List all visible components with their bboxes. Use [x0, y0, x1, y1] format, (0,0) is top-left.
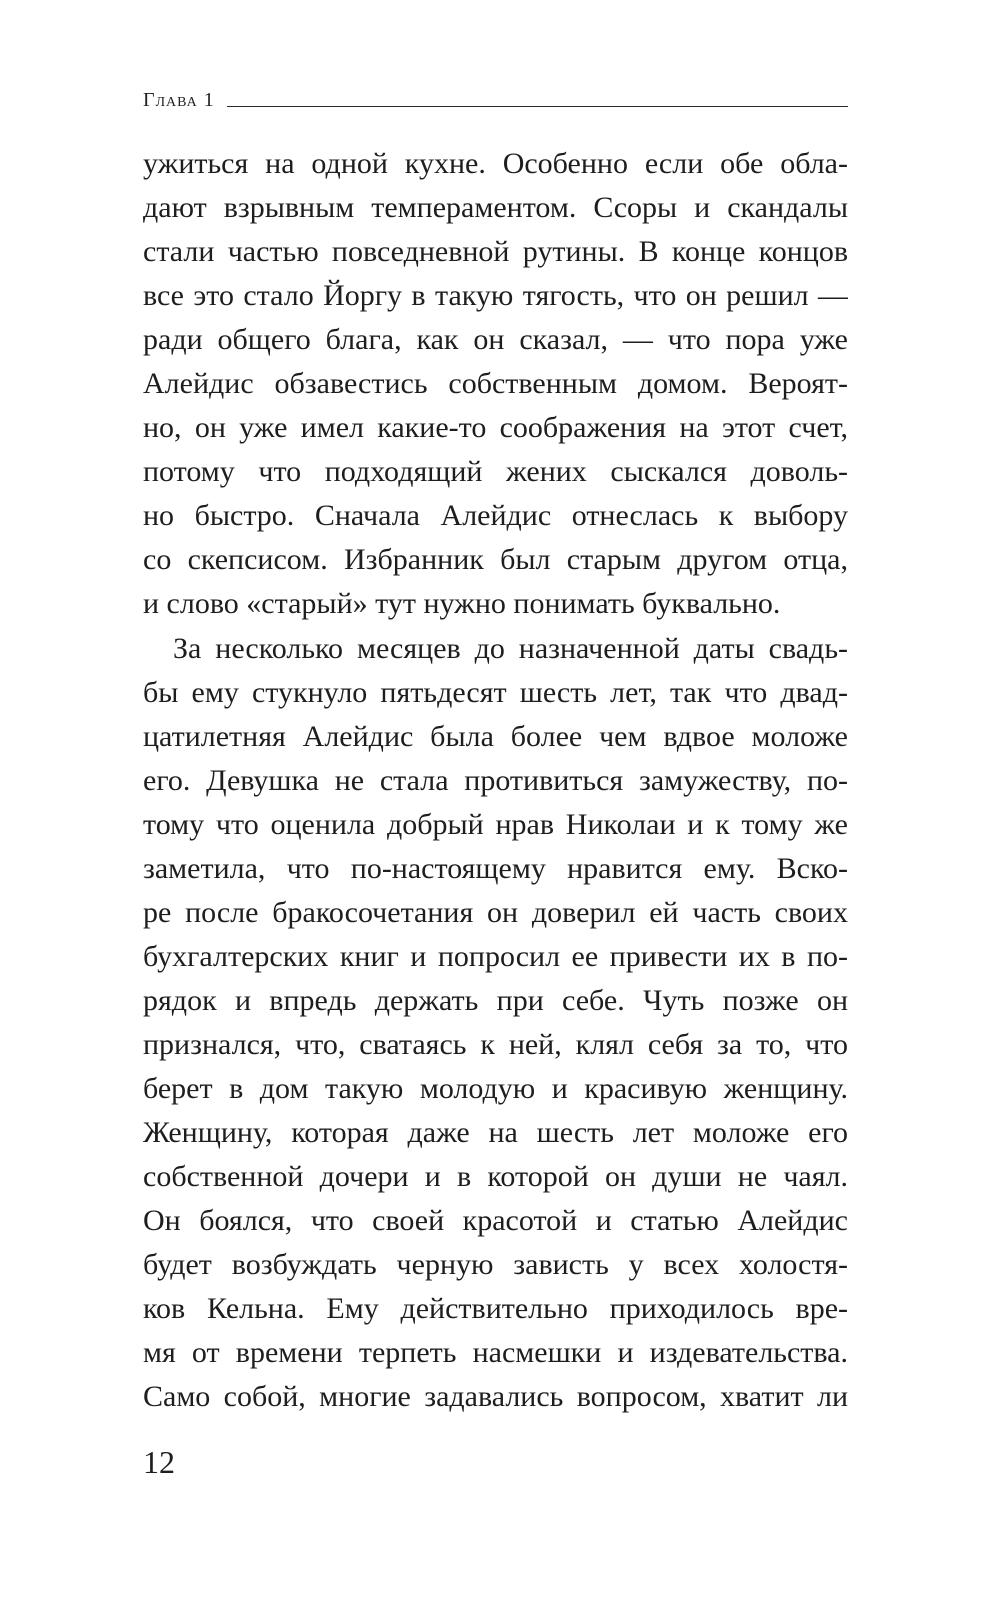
text-line: потому что подходящий жених сыскался доволь-: [143, 455, 848, 489]
text-line: ужиться на одной кухне. Особенно если обе обла-: [143, 147, 848, 180]
text-line: цатилетняя Алейдис была более чем вдвое моложе: [143, 719, 848, 753]
text-line: тому что оценила добрый нрав Николаи и к тому же: [143, 807, 848, 841]
text-line: заметила, что по-настоящему нравится ему. Вско-: [143, 851, 848, 885]
text-line: со скепсисом. Избранник был старым другом отца,: [143, 543, 848, 577]
text-line: его. Девушка не стала противиться замужеству, по-: [143, 763, 848, 797]
text-line: берет в дом такую молодую и красивую женщину.: [143, 1071, 848, 1105]
text-line: но быстро. Сначала Алейдис отнеслась к выбору: [143, 499, 848, 533]
text-line: бы ему стукнуло пятьдесят шесть лет, так что двад-: [143, 675, 848, 709]
text-line: будет возбуждать черную зависть у всех холостя-: [143, 1248, 848, 1282]
page-number: 12: [143, 1444, 175, 1480]
text-line: все это стало Йоргу в такую тягость, что он решил —: [143, 279, 848, 313]
text-line: Женщину, которая даже на шесть лет моложе его: [143, 1116, 848, 1150]
running-head: [143, 82, 848, 110]
text-line: мя от времени терпеть насмешки и издевательства.: [143, 1336, 848, 1370]
text-line: Само собой, многие задавались вопросом, хватит ли: [143, 1380, 848, 1414]
text-line: дают взрывным темпераментом. Ссоры и скандалы: [143, 191, 848, 225]
header-rule: [227, 106, 848, 107]
text-line: Он боялся, что своей красотой и статью Алейдис: [143, 1204, 848, 1238]
chapter-title: Глава 1: [143, 89, 215, 111]
text-line: Алейдис обзавестись собственным домом. Вероят-: [143, 367, 848, 401]
body-text: [143, 142, 848, 1419]
text-line: ради общего блага, как он сказал, — что пора уже: [143, 323, 848, 357]
text-line: ков Кельна. Ему действительно приходилось вре-: [143, 1292, 848, 1326]
text-line: собственной дочери и в которой он души не чаял.: [143, 1160, 848, 1194]
text-line: ре после бракосочетания он доверил ей часть своих: [143, 895, 848, 929]
text-line: но, он уже имел какие-то соображения на этот счет,: [143, 411, 848, 445]
paragraph-start-line: За несколько месяцев до назначенной даты свадь-: [173, 631, 848, 665]
text-line: и слово «старый» тут нужно понимать буквально.: [143, 587, 781, 621]
text-line: рядок и впредь держать при себе. Чуть позже он: [143, 983, 848, 1017]
text-line: признался, что, сватаясь к ней, клял себя за то, что: [143, 1027, 848, 1061]
text-line: стали частью повседневной рутины. В конце концов: [143, 235, 848, 269]
text-line: бухгалтерских книг и попросил ее привести их в по-: [143, 939, 848, 973]
